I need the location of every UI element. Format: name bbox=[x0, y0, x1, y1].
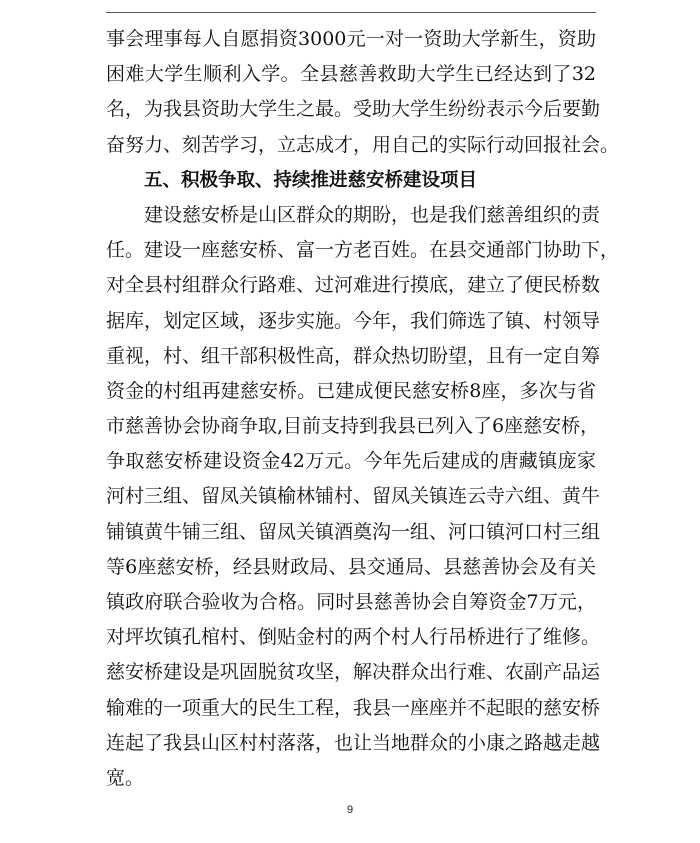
text-line: 重视，村、组干部积极性高，群众热切盼望，且有一定自筹 bbox=[106, 344, 601, 367]
text-line: 对全县村组群众行路难、过河难进行摸底，建立了便民桥数 bbox=[106, 274, 601, 297]
header-rule bbox=[106, 12, 596, 13]
text-line: 资金的村组再建慈安桥。已建成便民慈安桥8座，多次与省 bbox=[106, 379, 596, 402]
text-line: 连起了我县山区村村落落，也让当地群众的小康之路越走越 bbox=[106, 731, 601, 754]
section-heading: 五、积极争取、持续推进慈安桥建设项目 bbox=[144, 169, 478, 191]
text-line: 河村三组、留凤关镇榆林铺村、留凤关镇连云寺六组、黄牛 bbox=[106, 485, 601, 508]
text-line: 奋努力、刻苦学习，立志成才，用自己的实际行动回报社会。 bbox=[106, 133, 620, 156]
text-line: 任。建设一座慈安桥、富一方老百姓。在县交通部门协助下， bbox=[106, 239, 620, 262]
text-line: 铺镇黄牛铺三组、留凤关镇酒奠沟一组、河口镇河口村三组 bbox=[106, 520, 601, 543]
text-line: 争取慈安桥建设资金42万元。今年先后建成的唐藏镇庞家 bbox=[106, 450, 596, 473]
text-line: 慈安桥建设是巩固脱贫攻坚，解决群众出行难、农副产品运 bbox=[106, 661, 601, 684]
text-line: 困难大学生顺利入学。全县慈善救助大学生已经达到了32 bbox=[106, 63, 596, 86]
text-line: 输难的一项重大的民生工程，我县一座座并不起眼的慈安桥 bbox=[106, 696, 601, 719]
text-line: 宽。 bbox=[106, 766, 145, 789]
body-text bbox=[106, 22, 620, 796]
text-line: 名，为我县资助大学生之最。受助大学生纷纷表示今后要勤 bbox=[106, 98, 601, 121]
text-line: 镇政府联合验收为合格。同时县慈善协会自筹资金7万元， bbox=[106, 591, 596, 613]
text-line: 据库，划定区域，逐步实施。今年，我们筛选了镇、村领导 bbox=[106, 309, 601, 332]
text-line: 等6座慈安桥，经县财政局、县交通局、县慈善协会及有关 bbox=[106, 555, 596, 578]
text-line: 建设慈安桥是山区群众的期盼，也是我们慈善组织的责 bbox=[144, 203, 601, 226]
text-line: 对坪坎镇孔棺村、倒贴金村的两个村人行吊桥进行了维修。 bbox=[106, 626, 601, 649]
text-line: 事会理事每人自愿捐资3000元一对一资助大学新生，资助 bbox=[106, 28, 596, 50]
page-number: 9 bbox=[346, 804, 354, 816]
text-line: 市慈善协会协商争取,目前支持到我县已列入了6座慈安桥， bbox=[106, 415, 600, 438]
